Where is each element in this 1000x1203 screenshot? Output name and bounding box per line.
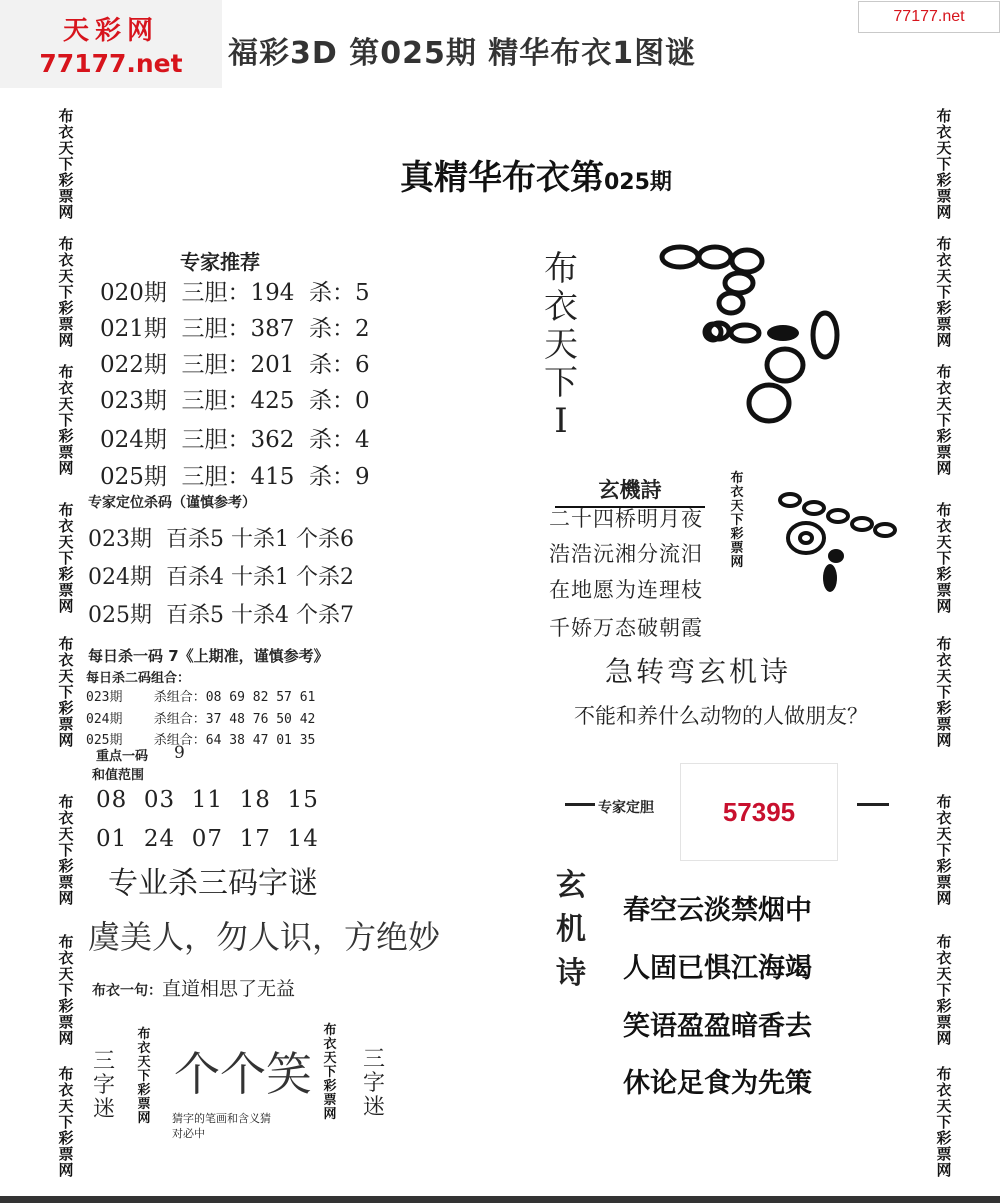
- expert-heading: 专家推荐: [180, 250, 260, 274]
- expert-dan-label: 专家定胆: [598, 800, 654, 816]
- position-kill-heading: 专家定位杀码（谨慎参考）: [88, 495, 256, 511]
- side-watermark: 布衣天下彩票网: [936, 1065, 952, 1179]
- divider: [857, 803, 889, 806]
- site-logo[interactable]: [0, 0, 222, 88]
- expert-row: 023期 三胆：425 杀：0: [100, 388, 370, 414]
- xuanji-poem-line: 浩浩沅湘分流汨: [549, 542, 703, 566]
- side-watermark: 布衣天下彩票网: [58, 1065, 74, 1179]
- expert-row: 025期 三胆：415 杀：9: [100, 464, 370, 490]
- expert-dan-value: 57395: [680, 763, 838, 861]
- bead-drawing-image: [770, 490, 905, 600]
- three-char-riddle-label: 三字迷: [362, 1047, 385, 1120]
- logo-name: 天彩网: [62, 16, 159, 46]
- riddle-text: 虞美人，勿人识，方绝妙: [88, 918, 441, 956]
- side-watermark: 布衣天下彩票网: [936, 501, 952, 615]
- xuanji2-line: 休论足食为先策: [623, 1068, 812, 1099]
- side-watermark: 布衣天下彩票网: [936, 363, 952, 477]
- logo-domain: 77177.net: [39, 49, 183, 78]
- side-watermark: 布衣天下彩票网: [936, 635, 952, 749]
- daily-kill-row: 023期 杀组合：08 69 82 57 61: [86, 690, 316, 705]
- daily-kill-row: 024期 杀组合：37 48 76 50 42: [86, 712, 316, 727]
- position-kill-row: 023期 百杀5 十杀1 个杀6: [88, 527, 354, 552]
- xuanji2-line: 春空云淡禁烟中: [623, 895, 812, 926]
- main-title: [400, 150, 672, 199]
- position-kill-row: 024期 百杀4 十杀1 个杀2: [88, 565, 354, 590]
- side-watermark: 布衣天下彩票网: [58, 635, 74, 749]
- brain-teaser-question: 不能和养什么动物的人做朋友？: [574, 704, 868, 728]
- daily-kill-row: 025期 杀组合：64 38 47 01 35: [86, 733, 316, 748]
- side-watermark: 布衣天下彩票网: [58, 107, 74, 221]
- sum-range-label: 和值范围: [92, 768, 145, 783]
- expert-row: 021期 三胆：387 杀：2: [100, 316, 370, 342]
- divider: [565, 803, 595, 806]
- one-sentence-label: 布衣一句：: [92, 983, 162, 999]
- riddle-big-text: 个个笑: [174, 1047, 312, 1101]
- side-watermark: 布衣天下彩票网: [323, 1023, 337, 1122]
- side-watermark: 布衣天下彩票网: [58, 933, 74, 1047]
- riddle-note: 对必中: [172, 1127, 205, 1140]
- brand-vertical-text: 布衣天下I: [544, 249, 578, 441]
- one-sentence: [92, 974, 295, 1001]
- side-watermark: 布衣天下彩票网: [58, 235, 74, 349]
- position-kill-row: 025期 百杀5 十杀4 个杀7: [88, 603, 354, 628]
- brain-teaser-title: 急转弯玄机诗: [605, 655, 792, 688]
- side-watermark: 布衣天下彩票网: [936, 107, 952, 221]
- expert-row: 020期 三胆：194 杀：5: [100, 280, 370, 306]
- main-title-issue: 025期: [604, 170, 672, 195]
- xuanji-poem-title: 玄機詩: [555, 474, 705, 508]
- chain-drawing-image: [655, 235, 845, 425]
- side-watermark: 布衣天下彩票网: [58, 501, 74, 615]
- side-watermark: 布衣天下彩票网: [936, 793, 952, 907]
- sum-range-row: 08 03 11 18 15: [96, 787, 319, 813]
- expert-row: 022期 三胆：201 杀：6: [100, 352, 370, 378]
- xuanji-vertical-label: 玄机诗: [556, 868, 586, 991]
- key-number-value: 9: [174, 743, 185, 763]
- xuanji-poem-line: 千娇万态破朝霞: [549, 616, 703, 640]
- bottom-border: [0, 1196, 1000, 1203]
- main-title-text: 真精华布衣第: [400, 158, 604, 198]
- expert-row: 024期 三胆：362 杀：4: [100, 427, 370, 453]
- side-watermark: 布衣天下彩票网: [730, 471, 744, 570]
- side-watermark: 布衣天下彩票网: [58, 363, 74, 477]
- side-watermark: 布衣天下彩票网: [936, 933, 952, 1047]
- riddle-title: 专业杀三码字谜: [108, 866, 318, 901]
- side-watermark: 布衣天下彩票网: [936, 235, 952, 349]
- riddle-note: 猜字的笔画和含义猜: [172, 1112, 271, 1125]
- site-link[interactable]: 77177.net: [858, 1, 1000, 33]
- side-watermark: 布衣天下彩票网: [58, 793, 74, 907]
- xuanji-poem-line: 二十四桥明月夜: [549, 507, 703, 531]
- xuanji2-line: 笑语盈盈暗香去: [623, 1011, 812, 1042]
- daily-kill-two-heading: 每日杀二码组合：: [86, 671, 191, 686]
- one-sentence-text: 直道相思了无益: [162, 978, 296, 1000]
- sum-range-row: 01 24 07 17 14: [96, 826, 319, 852]
- side-watermark: 布衣天下彩票网: [137, 1027, 151, 1126]
- page-title: 福彩3D 第025期 精华布衣1图谜: [228, 36, 697, 71]
- xuanji2-line: 人固已惧江海竭: [623, 953, 812, 984]
- xuanji-poem-line: 在地愿为连理枝: [549, 578, 703, 602]
- key-number-label: 重点一码: [96, 749, 149, 764]
- three-char-riddle-label: 三字迷: [92, 1049, 115, 1122]
- daily-kill-one: 每日杀一码 7《上期准，谨慎参考》: [88, 647, 329, 665]
